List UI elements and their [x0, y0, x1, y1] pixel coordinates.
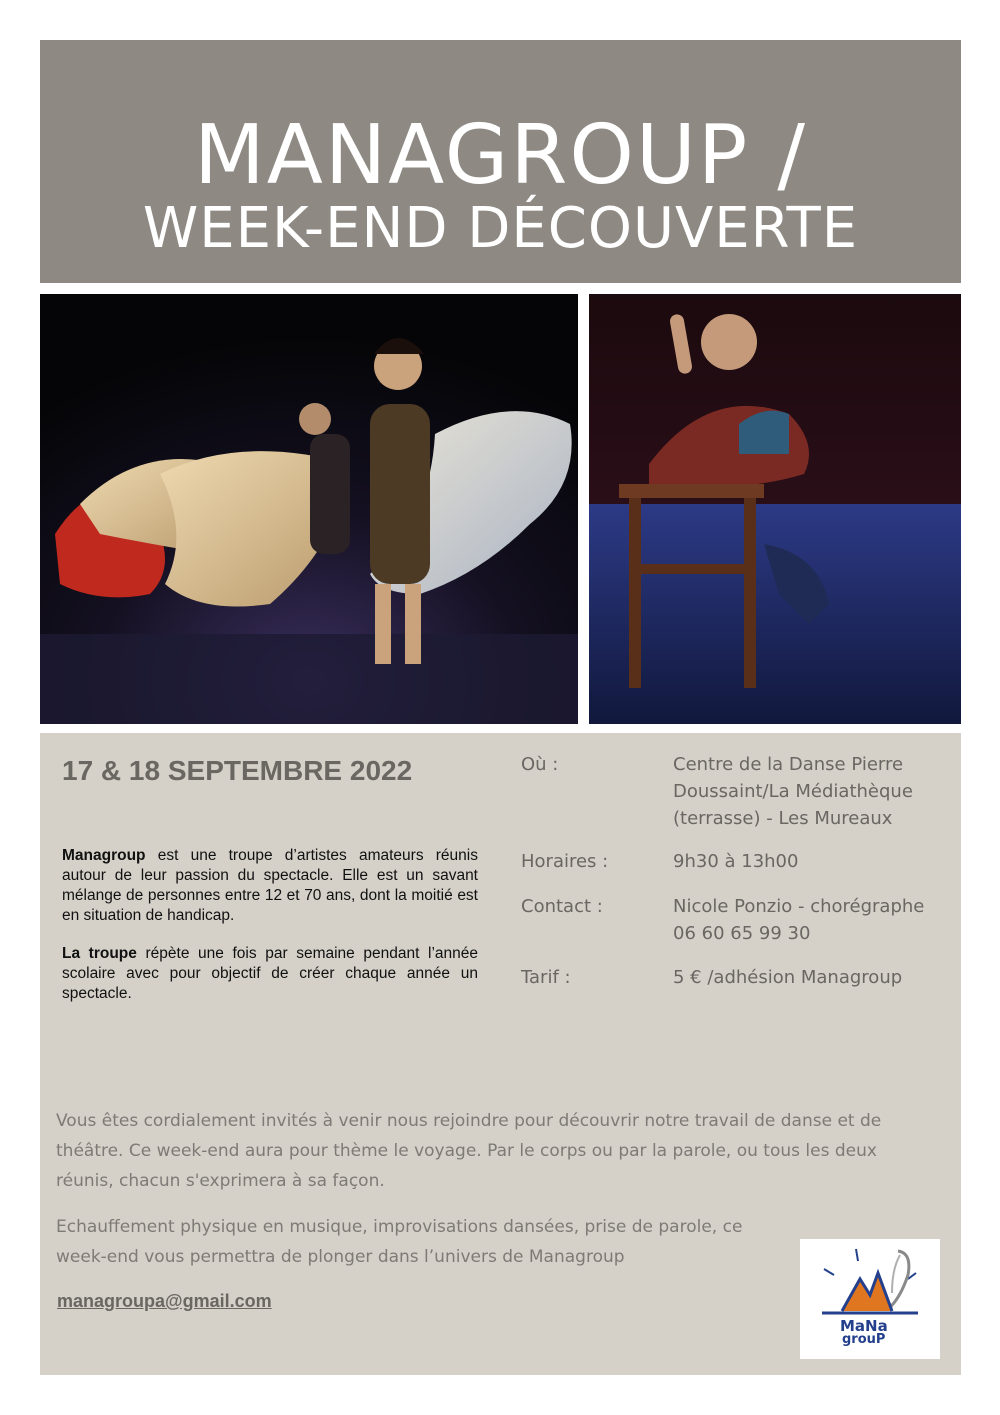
where-label: Où :: [521, 754, 559, 775]
event-date: 17 & 18 SEPTEMBRE 2022: [62, 755, 413, 786]
where-value: Centre de la Danse Pierre Doussaint/La Médiathèque (terrasse) - Les Mureaux: [673, 754, 913, 829]
hours-value: 9h30 à 13h00: [673, 851, 799, 872]
price-value: 5 € /adhésion Managroup: [673, 967, 903, 988]
invitation-paragraph: Vous êtes cordialement invités à venir nous rejoindre pour découvrir notre travail de danse et de théâtre. Ce week-end aura pour thème le voyage. Par le corps ou par la parole, ou tous les deux réunis, chacun s'exprimera à sa façon.: [56, 1111, 882, 1191]
rehearsal-description: [62, 944, 478, 1004]
event-info-panel: [40, 733, 961, 1375]
title-banner: [40, 40, 961, 283]
performer-photo: [589, 294, 961, 724]
logo-text-line-2: grouP: [842, 1332, 886, 1347]
dancers-photo: [40, 294, 578, 724]
contact-label: Contact :: [521, 896, 603, 917]
price-label: Tarif :: [521, 967, 571, 988]
hours-label: Horaires :: [521, 851, 609, 872]
contact-phone[interactable]: 06 60 65 99 30: [673, 923, 811, 944]
description-1-text: est une troupe d’artistes amateurs réunis autour de leur passion du spectacle. Elle est un savant mélange de personnes entre 12 et 70 ans, dont la moitié est en situation de handicap.: [62, 847, 478, 924]
description-2-bold: La troupe: [62, 945, 137, 962]
title-line-2: WEEK-END DÉCOUVERTE: [142, 196, 859, 261]
logo-text-line-1: MaNa: [840, 1317, 888, 1335]
description-2-text: répète une fois par semaine pendant l’année scolaire avec pour objectif de créer chaque année un spectacle.: [62, 945, 478, 1002]
managroup-logo: [800, 1239, 940, 1359]
title-line-1: MANAGROUP /: [193, 108, 808, 203]
contact-email-link[interactable]: managroupa@gmail.com: [57, 1291, 272, 1311]
contact-name: Nicole Ponzio - chorégraphe: [673, 896, 925, 917]
program-paragraph: Echauffement physique en musique, improvisations dansées, prise de parole, ce week-end vous permettra de plonger dans l’univers de Managroup: [56, 1217, 743, 1267]
description-1-bold: Managroup: [62, 847, 146, 864]
troupe-description: [62, 846, 478, 926]
